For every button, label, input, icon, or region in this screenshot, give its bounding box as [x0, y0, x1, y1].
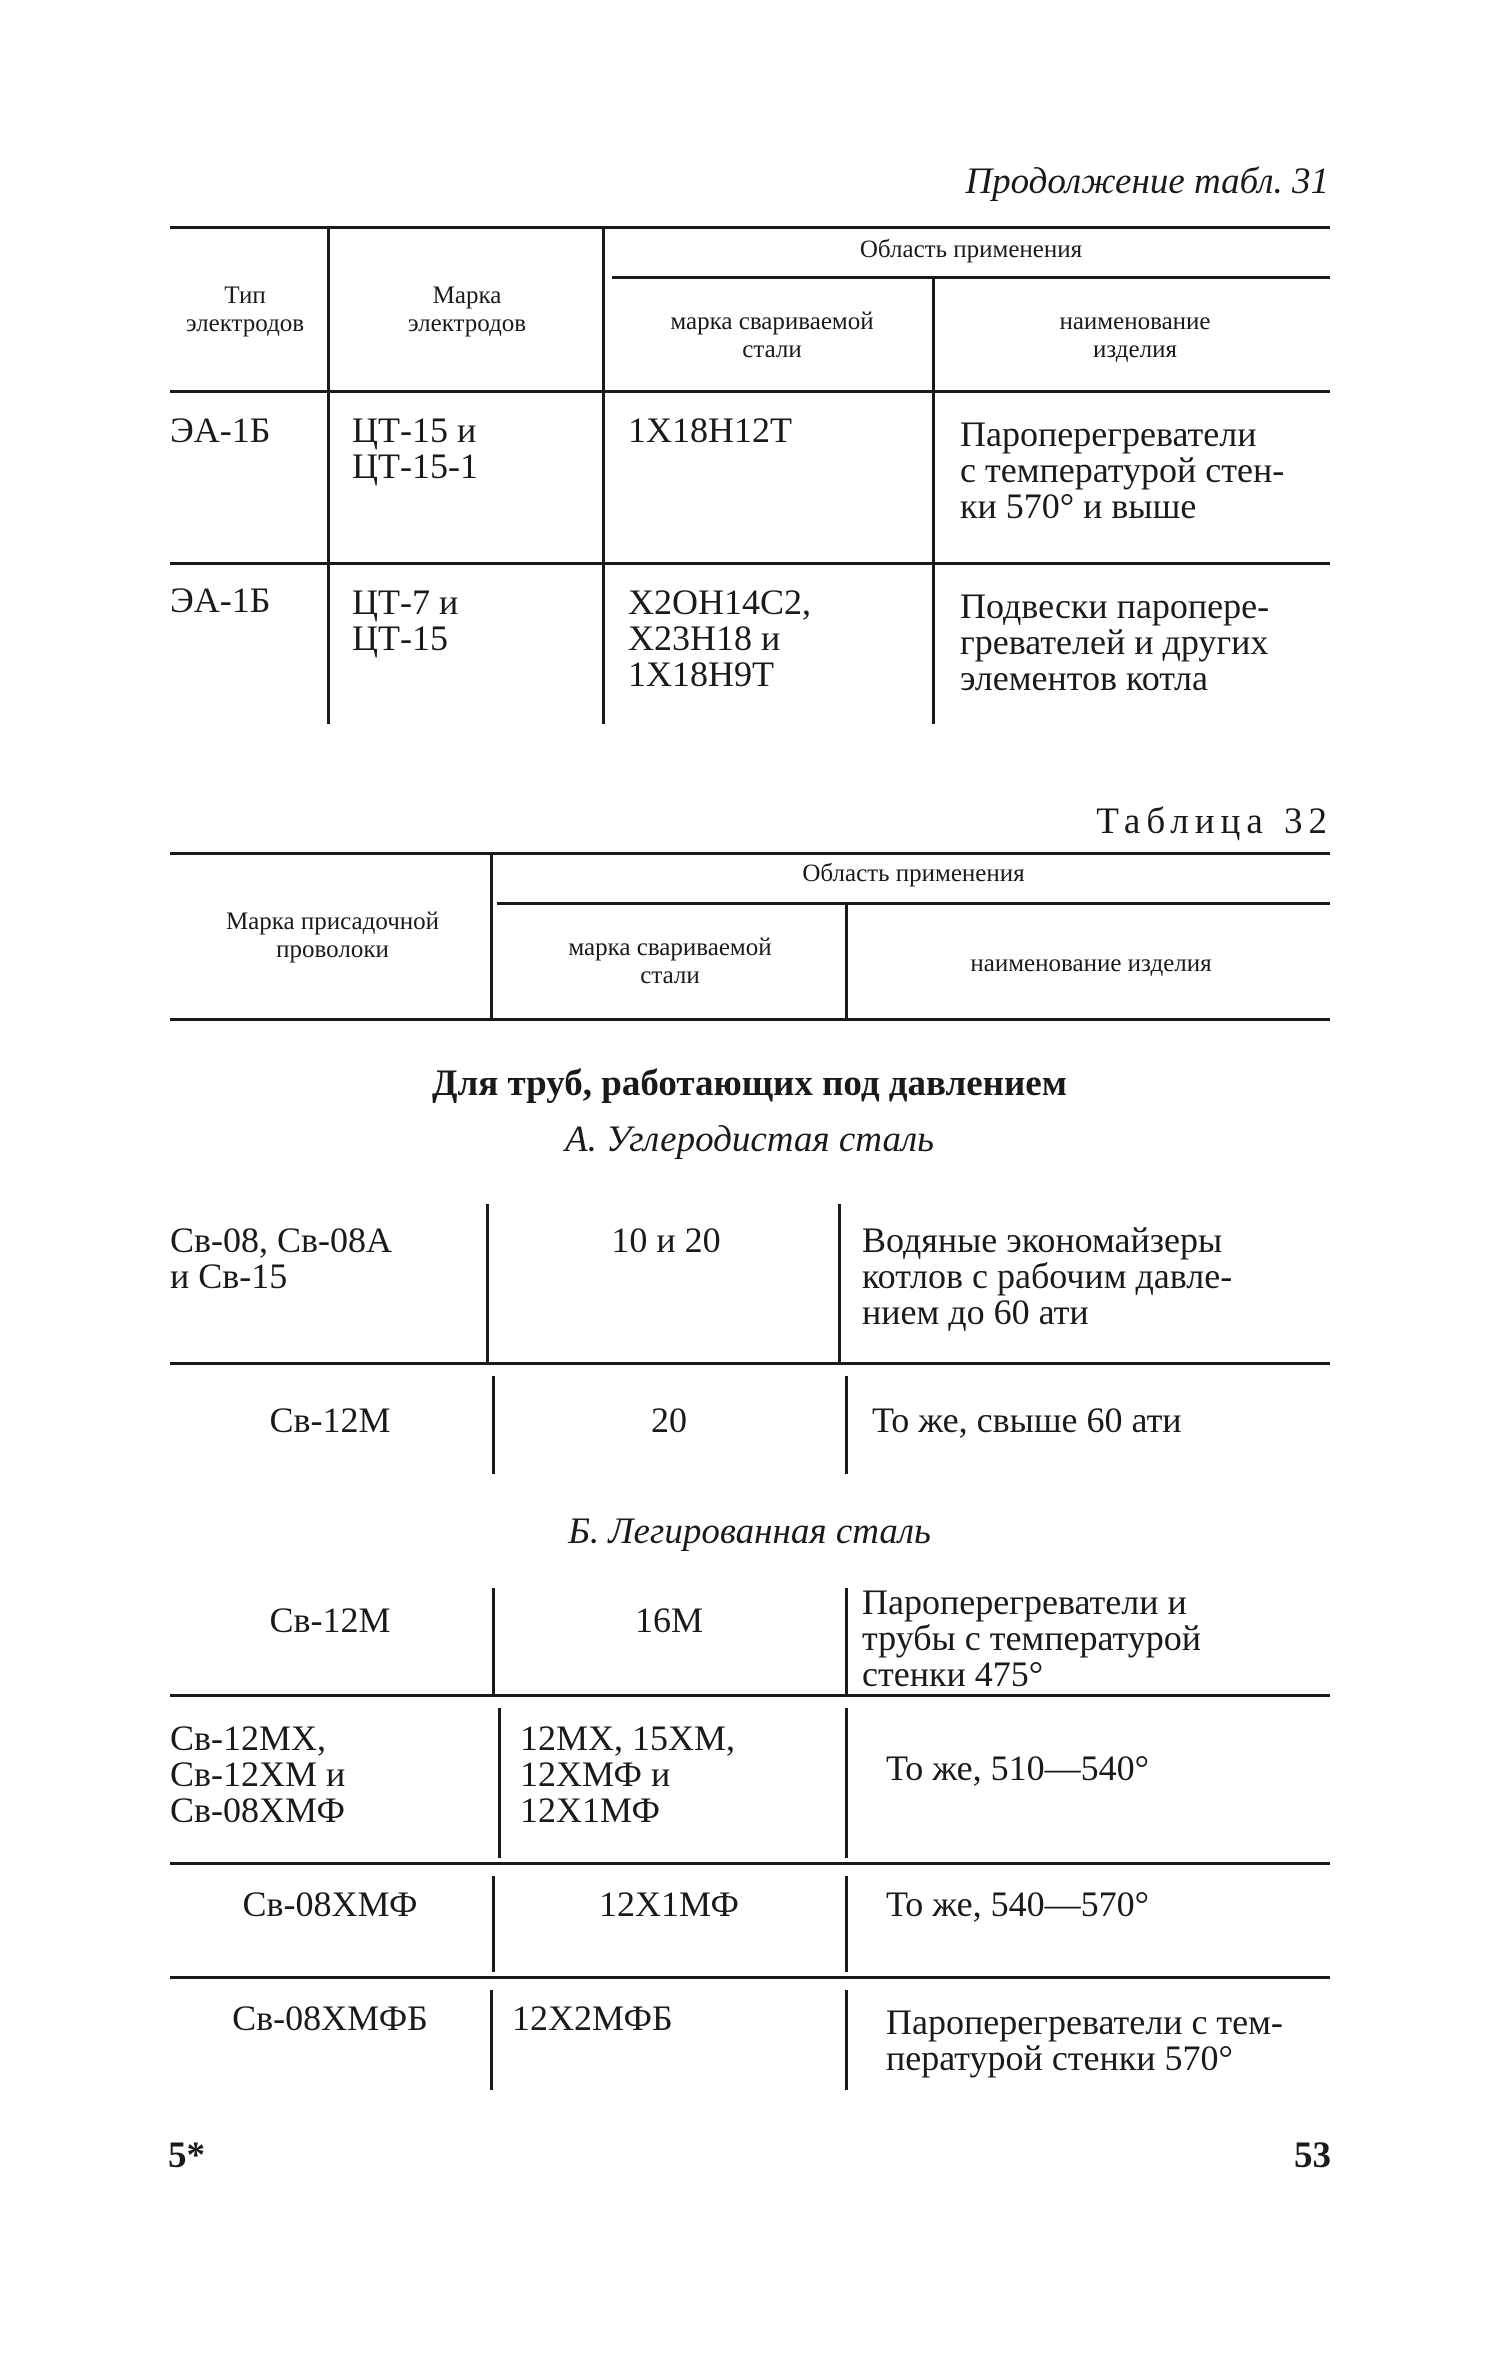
- sec-b-row2-product: То же, 510—540°: [886, 1748, 1150, 1788]
- signature-mark: 5*: [168, 2135, 205, 2176]
- sec-b-row-rule-3: [170, 1976, 1330, 1979]
- page-number: 53: [1294, 2135, 1331, 2176]
- sec-b-row-rule-2: [170, 1862, 1330, 1865]
- table31-row1-product: Пароперегреватели с температурой стен- ки 570° и выше: [960, 414, 1285, 526]
- table31-row1-steel: 1Х18Н12Т: [628, 410, 792, 450]
- sec-b-col-rule-2c: [845, 1876, 848, 1972]
- continuation-caption: Продолжение табл. 31: [965, 161, 1329, 202]
- table32-header-col-rule-2: [845, 902, 848, 1018]
- sec-b-row4-product: Пароперегреватели с тем- пературой стенки 570°: [886, 2002, 1283, 2078]
- table31-header-type: Тип электродов: [185, 282, 305, 337]
- sec-b-row3-steel: 12Х1МФ: [599, 1884, 739, 1924]
- sec-b-row3-product: То же, 540—570°: [886, 1884, 1150, 1924]
- sec-b-col-rule-1c: [492, 1876, 495, 1972]
- table32-header-product: наименование изделия: [970, 950, 1212, 977]
- table31-top-rule: [170, 226, 1330, 229]
- sec-a-row1-product: Водяные экономайзеры котлов с рабочим давле- нием до 60 ати: [862, 1220, 1233, 1332]
- sec-a-row2-steel: 20: [651, 1400, 687, 1440]
- table31-row1-type: ЭА-1Б: [170, 410, 271, 450]
- sec-b-row2-wire: Св-12МХ, Св-12ХМ и Св-08ХМФ: [170, 1718, 346, 1830]
- subsection-b-title: Б. Легированная сталь: [568, 1511, 931, 1552]
- sec-a-row1-wire: Св-08, Св-08А и Св-15: [170, 1220, 392, 1296]
- sec-b-row4-steel: 12Х2МФБ: [512, 1998, 673, 2038]
- table32-title: Таблица 32: [1096, 801, 1333, 842]
- subsection-a-title: А. Углеродистая сталь: [565, 1119, 934, 1160]
- table31-row2-type: ЭА-1Б: [170, 580, 271, 620]
- table31-row2-product: Подвески паропере- гревателей и других элементов котла: [960, 586, 1270, 698]
- table32-header-bottom-rule: [170, 1018, 1330, 1021]
- sec-a-row-rule: [170, 1362, 1330, 1365]
- sec-b-row1-product: Пароперегреватели и трубы с температурой стенки 475°: [862, 1582, 1202, 1694]
- table32-top-rule: [170, 852, 1330, 855]
- sec-b-row3-wire: Св-08ХМФ: [242, 1884, 418, 1924]
- sec-a-col-rule-1a: [486, 1204, 489, 1362]
- sec-b-row1-wire: Св-12М: [269, 1600, 391, 1640]
- table31-header-bottom-rule: [170, 390, 1330, 393]
- sec-a-col-rule-1b: [492, 1376, 495, 1474]
- table32-header-col-rule-1: [490, 852, 493, 1018]
- sec-a-row1-steel: 10 и 20: [611, 1220, 721, 1260]
- table31-header-steel: марка свариваемой стали: [670, 308, 874, 363]
- sec-b-row4-wire: Св-08ХМФБ: [232, 1998, 428, 2038]
- sec-b-col-rule-2a: [845, 1588, 848, 1694]
- sec-b-col-rule-2d: [845, 1990, 848, 2090]
- table32-header-wire: Марка присадочной проволоки: [225, 908, 440, 963]
- sec-b-row-rule-1: [170, 1694, 1330, 1697]
- sec-b-col-rule-2b: [845, 1708, 848, 1858]
- table32-header-steel: марка свариваемой стали: [568, 934, 772, 989]
- table31-col-rule-1: [327, 226, 330, 724]
- sec-a-row2-wire: Св-12М: [269, 1400, 391, 1440]
- table31-row1-brand: ЦТ-15 и ЦТ-15-1: [352, 410, 478, 486]
- sec-b-col-rule-1a: [492, 1588, 495, 1694]
- section-title: Для труб, работающих под давлением: [432, 1063, 1067, 1104]
- table31-header-brand: Марка электродов: [407, 282, 527, 337]
- sec-b-col-rule-1b: [498, 1708, 501, 1858]
- sec-a-row2-product: То же, свыше 60 ати: [872, 1400, 1182, 1440]
- table31-row-rule: [170, 562, 1330, 565]
- table31-area-rule: [612, 276, 1330, 279]
- table31-header-area: Область применения: [859, 236, 1083, 263]
- table31-row2-brand: ЦТ-7 и ЦТ-15: [352, 582, 459, 658]
- table32-area-rule: [497, 902, 1330, 905]
- table32-header-area: Область применения: [802, 860, 1025, 887]
- table31-header-product: наименование изделия: [1059, 308, 1211, 363]
- table31-row2-steel: Х2ОН14С2, Х23Н18 и 1Х18Н9Т: [628, 582, 812, 694]
- sec-a-col-rule-2a: [838, 1204, 841, 1362]
- table31-col-rule-3: [932, 276, 935, 724]
- sec-b-col-rule-1d: [490, 1990, 493, 2090]
- sec-b-row1-steel: 16М: [634, 1600, 703, 1640]
- table31-col-rule-2: [602, 226, 605, 724]
- sec-b-row2-steel: 12МХ, 15ХМ, 12ХМФ и 12Х1МФ: [520, 1718, 736, 1830]
- sec-a-col-rule-2b: [845, 1376, 848, 1474]
